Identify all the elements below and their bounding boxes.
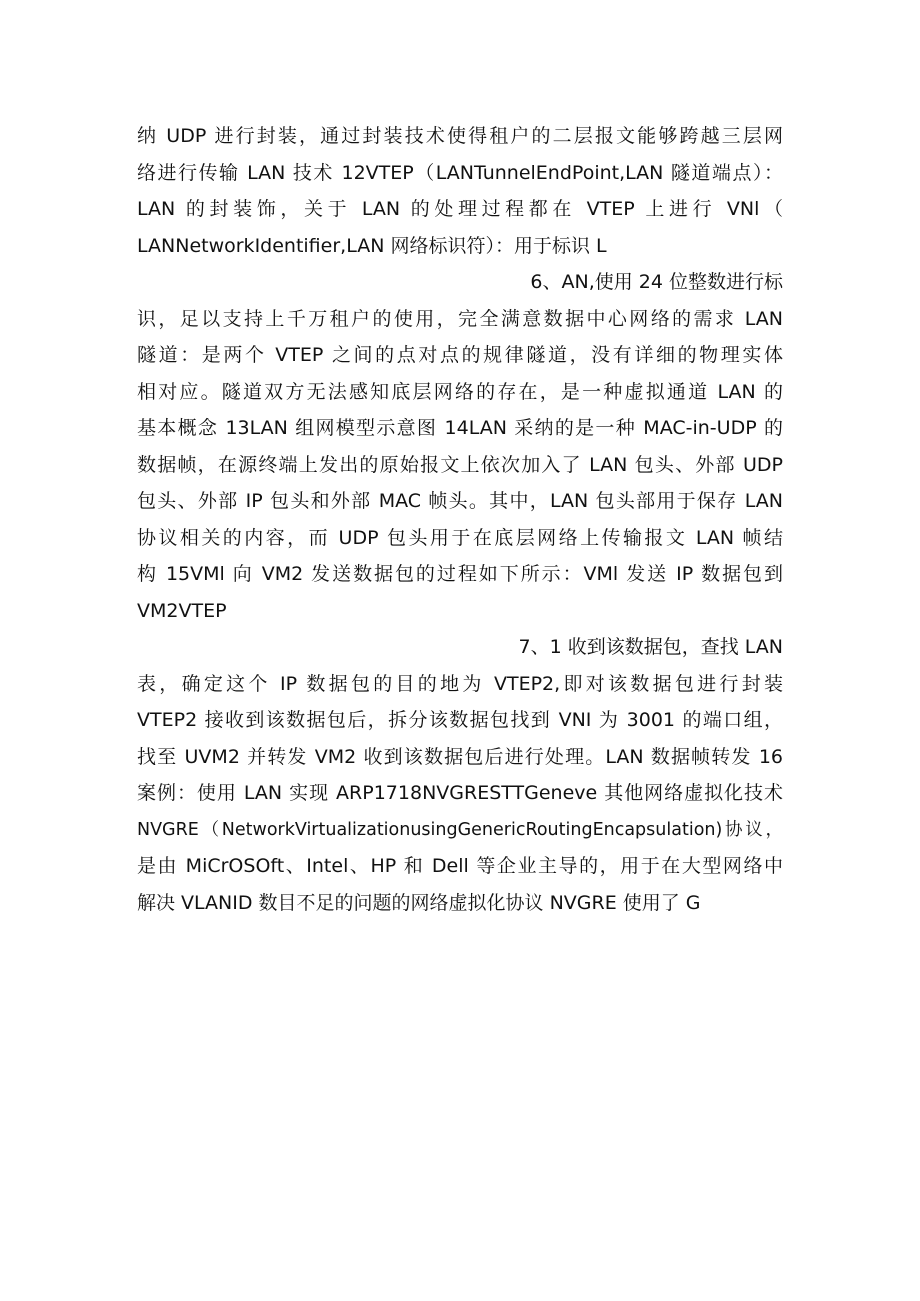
document-body bbox=[137, 118, 783, 921]
text-line: 6、AN,使用 24 位整数进行标 bbox=[530, 271, 783, 293]
text-line: 基本概念 13LAN 组网模型示意图 14LAN 采纳的是一种 MAC-in-UDP 的 bbox=[137, 417, 783, 439]
text-line: LANNetworkIdentifier,LAN 网络标识符）：用于标识 L bbox=[137, 234, 607, 257]
text-line: 纳 UDP 进行封装，通过封装技术使得租户的二层报文能够跨越三层网 bbox=[137, 125, 783, 147]
text-line: 协议相关的内容，而 UDP 包头用于在底层网络上传输报文 LAN 帧结 bbox=[137, 526, 783, 549]
text-line: VM2VTEP bbox=[137, 599, 227, 622]
text-line: 包头、外部 IP 包头和外部 MAC 帧头。其中，LAN 包头部用于保存 LAN bbox=[137, 490, 783, 512]
text-line: 找至 UVM2 并转发 VM2 收到该数据包后进行处理。LAN 数据帧转发 16 bbox=[137, 745, 783, 768]
text-line: NVGRE（NetworkVirtualizationusingGenericRoutingEncapsulation)协议， bbox=[137, 819, 783, 840]
text-line: 是由 MiCrOSOft、Intel、HP 和 Dell 等企业主导的，用于在大型网络中 bbox=[137, 855, 783, 877]
text-line: 络进行传输 LAN 技术 12VTEP（LANTunnelEndPoint,LAN 隧道端点）： bbox=[137, 161, 783, 184]
text-line: 识，足以支持上千万租户的使用，完全满意数据中心网络的需求 LAN bbox=[137, 307, 783, 330]
text-line: 隧道：是两个 VTEP 之间的点对点的规律隧道，没有详细的物理实体 bbox=[137, 344, 783, 366]
text-line: 数据帧，在源终端上发出的原始报文上依次加入了 LAN 包头、外部 UDP bbox=[137, 453, 783, 476]
text-line: 相对应。隧道双方无法感知底层网络的存在，是一种虚拟通道 LAN 的 bbox=[137, 380, 783, 403]
text-line: 表，确定这个 IP 数据包的目的地为 VTEP2,即对该数据包进行封装 bbox=[137, 672, 783, 695]
text-line: 解决 VLANID 数目不足的问题的网络虚拟化协议 NVGRE 使用了 G bbox=[137, 891, 701, 914]
text-line: 构 15VMl 向 VM2 发送数据包的过程如下所示：VMl 发送 IP 数据包到 bbox=[137, 563, 783, 585]
text-line: 案例：使用 LAN 实现 ARP1718NVGRESTTGeneve 其他网络虚拟化技术 bbox=[137, 782, 783, 804]
text-line: 7、1 收到该数据包，查找 LAN bbox=[518, 636, 783, 658]
text-line: LAN 的封装饰，关于 LAN 的处理过程都在 VTEP 上进行 VNl（ bbox=[137, 198, 783, 220]
text-line: VTEP2 接收到该数据包后，拆分该数据包找到 VNI 为 3001 的端口组， bbox=[137, 709, 783, 731]
